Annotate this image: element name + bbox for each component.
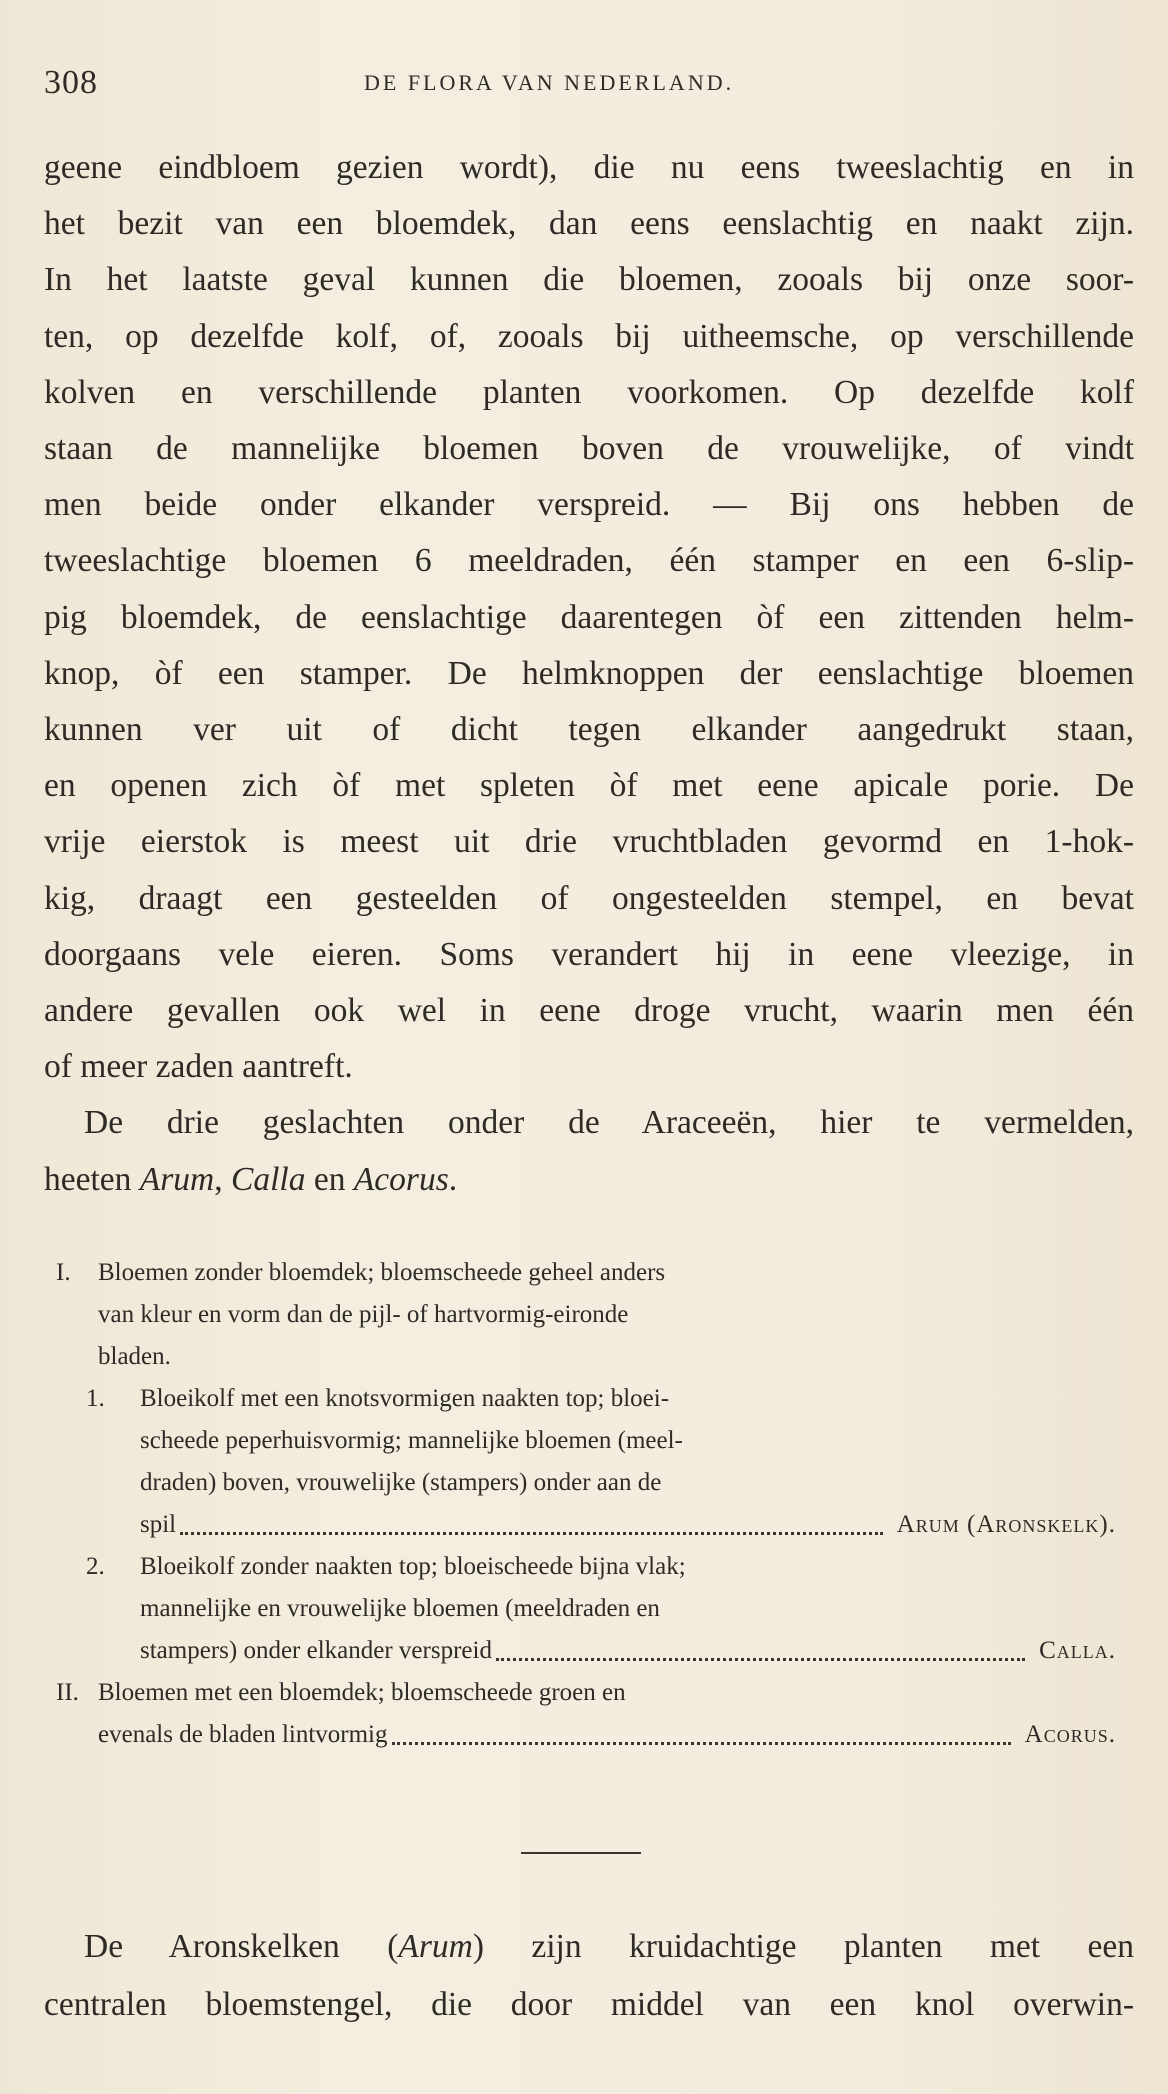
separator: ,: [214, 1160, 231, 1198]
text-line: andere gevallen ook wel in eene droge vrucht, waarin men één: [44, 992, 1134, 1030]
key-line: stampers) onder elkander verspreid: [140, 1637, 492, 1664]
key-leader-line: [98, 1714, 1116, 1756]
genera-names-line: [44, 1152, 1134, 1208]
key-line: Bloeikolf zonder naakten top; bloeischeede bijna vlak;: [140, 1553, 686, 1580]
key-leader-line: [140, 1630, 1116, 1672]
text-line: en openen zich òf met spleten òf met eene apicale porie. De: [44, 767, 1134, 805]
text-fragment: De Aronskelken (: [84, 1928, 399, 1965]
section-divider: [521, 1852, 641, 1854]
text-line: centralen bloemstengel, die door middel van een knol overwin-: [44, 1986, 1134, 2023]
key-entry-2: [56, 1546, 1116, 1672]
key-number: I.: [56, 1259, 71, 1286]
identification-key: [56, 1252, 1116, 1756]
key-entry-1: [56, 1378, 1116, 1546]
text-line: ten, op dezelfde kolf, of, zooals bij uitheemsche, op verschillende: [44, 317, 1134, 355]
genus-arum: Arum: [139, 1160, 215, 1198]
key-line: spil: [140, 1511, 177, 1538]
key-line: bladen.: [98, 1343, 171, 1370]
key-line: Bloemen zonder bloemdek; bloemscheede geheel anders: [98, 1259, 666, 1286]
text-line: staan de mannelijke bloemen boven de vrouwelijke, of vindt: [44, 430, 1134, 468]
page-number: 308: [44, 64, 98, 101]
key-line: Bloeikolf met een knotsvormigen naakten top; bloei-: [140, 1385, 670, 1412]
text-line: [44, 1918, 1134, 1976]
text-line: geene eindbloem gezien wordt), die nu eens tweeslachtig en in: [44, 149, 1134, 186]
text-line: knop, òf een stamper. De helmknoppen der eenslachtige bloemen: [44, 654, 1134, 692]
text-line: In het laatste geval kunnen die bloemen, zooals bij onze soor-: [44, 261, 1134, 299]
text-line: kunnen ver uit of dicht tegen elkander aangedrukt staan,: [44, 711, 1134, 749]
genera-prefix: heeten: [44, 1160, 140, 1198]
key-line: evenals de bladen lintvormig: [98, 1721, 388, 1748]
key-result-acorus: Acorus.: [1024, 1721, 1116, 1748]
text-line: kig, draagt een gesteelden of ongesteelden stempel, en bevat: [44, 879, 1134, 917]
key-entry-I: [56, 1252, 1116, 1378]
key-result-calla: Calla.: [1039, 1637, 1116, 1664]
text-line: men beide onder elkander verspreid. — Bij ons hebben de: [44, 486, 1134, 524]
separator: en: [305, 1160, 354, 1198]
text-fragment: ) zijn kruidachtige planten met een: [472, 1928, 1134, 1965]
text-line: of meer zaden aantreft.: [44, 1048, 353, 1086]
dot-leader: [180, 1532, 883, 1535]
genus-acorus: Acorus: [353, 1160, 449, 1198]
key-line: van kleur en vorm dan de pijl- of hartvormig-eironde: [98, 1301, 629, 1328]
key-line: Bloemen met een bloemdek; bloemscheede groen en: [98, 1679, 626, 1706]
key-line: mannelijke en vrouwelijke bloemen (meeldraden en: [140, 1595, 660, 1622]
main-paragraph: [44, 140, 1134, 1208]
text-line: vrije eierstok is meest uit drie vruchtbladen gevormd en 1-hok-: [44, 823, 1134, 861]
key-number: 1.: [86, 1385, 105, 1412]
dot-leader: [392, 1742, 1011, 1745]
key-line: draden) boven, vrouwelijke (stampers) onder aan de: [140, 1469, 662, 1496]
sentence-end: .: [448, 1160, 458, 1198]
text-line: kolven en verschillende planten voorkomen. Op dezelfde kolf: [44, 373, 1134, 411]
text-line: tweeslachtige bloemen 6 meeldraden, één stamper en een 6-slip-: [44, 542, 1134, 580]
running-head: DE FLORA VAN NEDERLAND.: [364, 70, 735, 95]
genus-calla: Calla: [231, 1160, 306, 1198]
text-line: pig bloemdek, de eenslachtige daarentegen òf een zittenden helm-: [44, 598, 1134, 636]
text-line: doorgaans vele eieren. Soms verandert hij in eene vleezige, in: [44, 935, 1134, 973]
genera-intro-line: De drie geslachten onder de Araceeën, hier te vermelden,: [84, 1104, 1134, 1142]
key-line: scheede peperhuisvormig; mannelijke bloemen (meel-: [140, 1427, 683, 1454]
key-number: 2.: [86, 1553, 105, 1580]
dot-leader: [496, 1658, 1025, 1661]
page-header: [44, 58, 1124, 108]
text-line: het bezit van een bloemdek, dan eens eenslachtig en naakt zijn.: [44, 205, 1134, 243]
key-entry-II: [56, 1672, 1116, 1756]
genus-arum: Arum: [398, 1928, 473, 1965]
arum-paragraph: [44, 1918, 1134, 2034]
key-result-arum: Arum (Aronskelk).: [896, 1511, 1116, 1538]
key-leader-line: [140, 1504, 1116, 1546]
key-number: II.: [56, 1679, 79, 1706]
